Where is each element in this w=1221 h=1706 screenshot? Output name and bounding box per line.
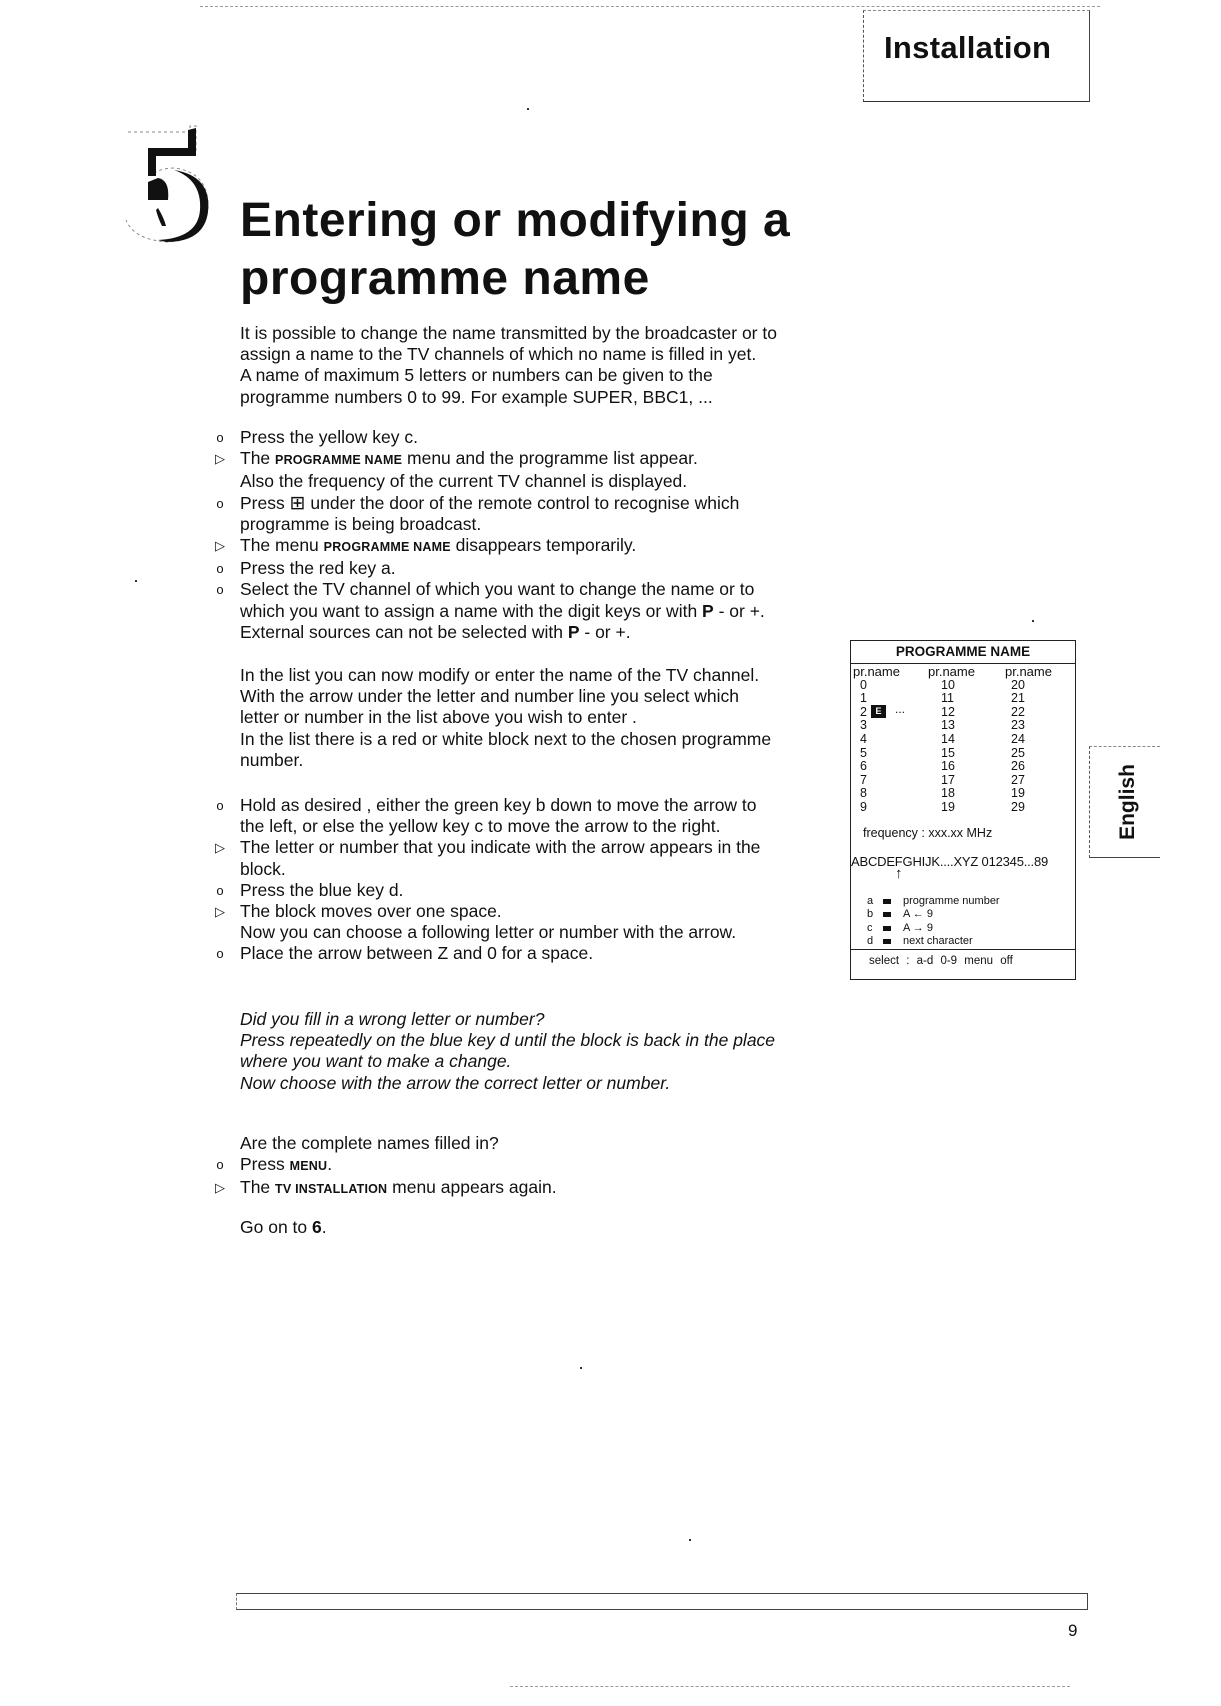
intro-paragraph — [240, 323, 860, 408]
scan-speck — [1032, 620, 1034, 622]
blue-key-swatch-icon — [883, 939, 891, 944]
instruction-list-1 — [212, 427, 852, 643]
instruction-list-2 — [212, 795, 852, 965]
list-item: o Hold as desired , either the green key b down to move the arrow to — [212, 795, 852, 816]
result-triangle-icon: ▷ — [215, 538, 225, 554]
list-item: block. — [240, 858, 286, 879]
list-item: o Press MENU. — [212, 1154, 852, 1177]
list-item: Also the frequency of the current TV channel is displayed. — [240, 471, 688, 492]
character-selection-line: ABCDEFGHIJK....XYZ 012345...89 — [851, 854, 1049, 869]
bullet-circle-icon: o — [216, 946, 224, 962]
screen-footer-hints: select : a-d 0-9 menu off — [851, 949, 1075, 969]
list-item: o Press the blue key d. — [212, 880, 852, 901]
tip-paragraph: Did you fill in a wrong letter or number? Press repeatedly on the blue key d until the block is back in the place where you want to make a change. Now choose with the arrow the correct letter or number. — [240, 1009, 776, 1093]
red-key-swatch-icon — [883, 899, 891, 904]
list-item: ▷ The menu PROGRAMME NAME disappears temporarily. — [212, 535, 852, 558]
bullet-circle-icon: o — [216, 1157, 224, 1172]
list-item: External sources can not be selected with P - or +. — [240, 621, 631, 642]
result-triangle-icon: ▷ — [215, 451, 225, 467]
chapter-number-5-graphic — [118, 124, 218, 244]
list-item: o Press the yellow key c. — [212, 427, 852, 448]
yellow-key-swatch-icon — [883, 926, 891, 931]
bullet-circle-icon: o — [216, 882, 224, 898]
result-triangle-icon: ▷ — [215, 840, 225, 856]
bullet-circle-icon: o — [216, 582, 224, 598]
list-item: Now you can choose a following letter or number with the arrow. — [240, 922, 737, 943]
key-legend — [867, 895, 1000, 948]
footer-bar — [236, 1593, 1088, 1610]
completion-question: Are the complete names filled in? — [240, 1133, 499, 1153]
instruction-list-3 — [212, 1154, 852, 1200]
scan-speck — [689, 1539, 691, 1541]
programme-column-3: pr.name 20 21 22 23 24 25 26 27 19 29 — [1005, 664, 1052, 814]
list-item: ▷ The TV INSTALLATION menu appears again. — [212, 1177, 852, 1200]
programme-name-screen — [850, 640, 1076, 980]
scan-speck — [580, 1367, 582, 1369]
list-item: ▷ The PROGRAMME NAME menu and the programme list appear. — [212, 448, 852, 471]
legend-row-c: c A → 9 — [867, 921, 933, 934]
list-item: the left, or else the yellow key c to move the arrow to the right. — [240, 816, 721, 837]
page-title-line-1: Entering or modifying a — [240, 194, 791, 247]
language-tab-label: English — [1116, 764, 1139, 840]
bullet-circle-icon: o — [216, 798, 224, 813]
next-chapter-ref: 6 — [312, 1217, 322, 1237]
selection-arrow-up-icon: ↑ — [895, 865, 903, 882]
frequency-readout: frequency : xxx.xx MHz — [863, 826, 993, 840]
key-name-menu: MENU — [289, 1159, 328, 1173]
menu-name-programme-name: PROGRAMME NAME — [275, 453, 403, 468]
legend-row-a: a programme number — [867, 895, 1000, 907]
programme-column-2: pr.name 10 11 12 13 14 15 16 17 18 19 — [928, 664, 975, 814]
programme-column-1: pr.name 0 1 2 3 4 5 6 7 8 9 — [853, 664, 900, 814]
legend-row-b: b A ← 9 — [867, 908, 933, 921]
list-item: o Press the red key a. — [212, 558, 852, 579]
menu-name-programme-name: PROGRAMME NAME — [323, 540, 451, 555]
legend-row-d: d next character — [867, 934, 973, 947]
page-number: 9 — [1068, 1621, 1078, 1640]
bullet-circle-icon: o — [216, 495, 224, 511]
list-item: o Select the TV channel of which you want to change the name or to — [212, 579, 852, 600]
edit-cursor-block: E — [871, 705, 886, 718]
list-item: programme is being broadcast. — [240, 513, 482, 534]
page-title — [240, 192, 790, 308]
result-triangle-icon: ▷ — [215, 904, 225, 920]
screen-title: PROGRAMME NAME — [851, 641, 1075, 664]
scan-speck — [527, 108, 529, 110]
intro-line: programme numbers 0 to 99. For example SUPER, BBC1, ... — [240, 386, 713, 407]
go-on-instruction: Go on to 6. — [240, 1217, 327, 1237]
list-item: ▷ The block moves over one space. — [212, 901, 852, 922]
chapter-five-icon — [118, 124, 218, 244]
remote-info-key-icon: ⊞ — [289, 492, 306, 514]
list-item: o Press ⊞ under the door of the remote control to recognise which — [212, 493, 852, 514]
scan-speck — [135, 580, 137, 582]
page-title-line-2: programme name — [240, 252, 650, 305]
bullet-circle-icon: o — [216, 561, 224, 577]
section-title: Installation — [884, 30, 1052, 65]
intro-line: assign a name to the TV channels of which no name is filled in yet. — [240, 344, 757, 365]
list-item: which you want to assign a name with the digit keys or with P - or +. — [240, 600, 765, 621]
scan-artifact-bottom — [510, 1686, 1070, 1687]
intro-line: A name of maximum 5 letters or numbers can be given to the — [240, 365, 713, 386]
list-item: ▷ The letter or number that you indicate with the arrow appears in the — [212, 837, 852, 858]
scan-artifact-top — [200, 6, 1100, 7]
list-explanation-paragraph: In the list you can now modify or enter the name of the TV channel. With the arrow under the letter and number line you select which letter or number in the list above you wish to enter . In the list there is a red or white block next to the chosen programme number. — [240, 665, 772, 770]
name-placeholder-ellipsis: ... — [895, 702, 906, 716]
green-key-swatch-icon — [883, 912, 891, 917]
menu-name-tv-installation: TV INSTALLATION — [275, 1182, 388, 1197]
result-triangle-icon: ▷ — [215, 1180, 225, 1196]
bullet-circle-icon: o — [216, 430, 224, 445]
list-item: o Place the arrow between Z and 0 for a space. — [212, 943, 852, 964]
intro-line: It is possible to change the name transmitted by the broadcaster or to — [240, 323, 777, 343]
